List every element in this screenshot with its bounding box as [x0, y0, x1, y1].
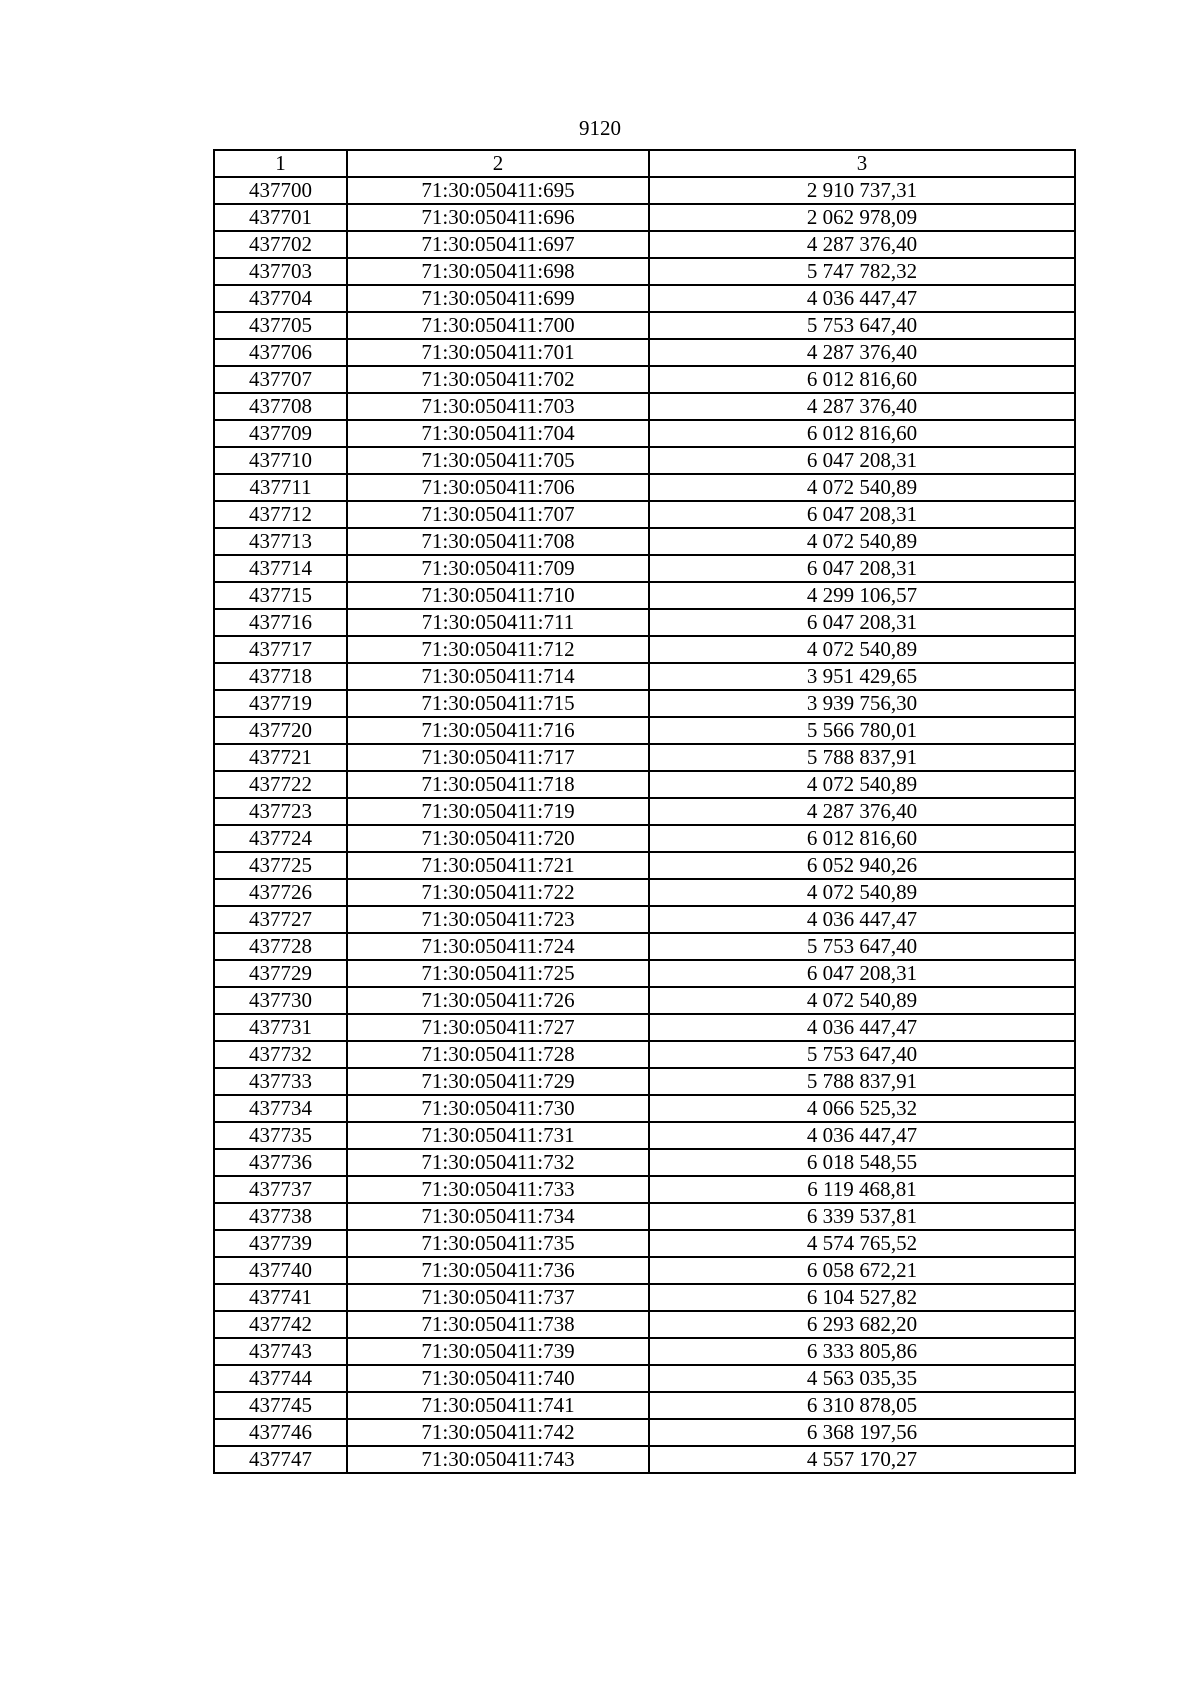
- table-row: [214, 1419, 1075, 1446]
- cadastral-number-cell: 71:30:050411:717: [347, 744, 649, 771]
- row-number-cell: 437703: [214, 258, 347, 285]
- value-cell: 6 018 548,55: [649, 1149, 1075, 1176]
- value-cell: 4 036 447,47: [649, 285, 1075, 312]
- table-row: [214, 609, 1075, 636]
- cadastral-number-cell: 71:30:050411:726: [347, 987, 649, 1014]
- cadastral-number-cell: 71:30:050411:697: [347, 231, 649, 258]
- value-cell: 4 072 540,89: [649, 987, 1075, 1014]
- value-cell: 4 287 376,40: [649, 339, 1075, 366]
- cadastral-number-cell: 71:30:050411:731: [347, 1122, 649, 1149]
- value-cell: 6 058 672,21: [649, 1257, 1075, 1284]
- row-number-cell: 437734: [214, 1095, 347, 1122]
- row-number-cell: 437730: [214, 987, 347, 1014]
- cadastral-number-cell: 71:30:050411:738: [347, 1311, 649, 1338]
- value-cell: 6 339 537,81: [649, 1203, 1075, 1230]
- cadastral-number-cell: 71:30:050411:741: [347, 1392, 649, 1419]
- cadastral-number-cell: 71:30:050411:710: [347, 582, 649, 609]
- value-cell: 4 036 447,47: [649, 1014, 1075, 1041]
- row-number-cell: 437701: [214, 204, 347, 231]
- row-number-cell: 437704: [214, 285, 347, 312]
- value-cell: 4 563 035,35: [649, 1365, 1075, 1392]
- data-table: [213, 149, 1076, 1474]
- row-number-cell: 437721: [214, 744, 347, 771]
- table-row: [214, 1068, 1075, 1095]
- cadastral-number-cell: 71:30:050411:720: [347, 825, 649, 852]
- row-number-cell: 437702: [214, 231, 347, 258]
- value-cell: 4 036 447,47: [649, 1122, 1075, 1149]
- cadastral-number-cell: 71:30:050411:703: [347, 393, 649, 420]
- table-row: [214, 447, 1075, 474]
- cadastral-number-cell: 71:30:050411:701: [347, 339, 649, 366]
- cadastral-number-cell: 71:30:050411:727: [347, 1014, 649, 1041]
- header-row: [214, 150, 1075, 177]
- cadastral-number-cell: 71:30:050411:721: [347, 852, 649, 879]
- row-number-cell: 437715: [214, 582, 347, 609]
- cadastral-number-cell: 71:30:050411:695: [347, 177, 649, 204]
- value-cell: 6 293 682,20: [649, 1311, 1075, 1338]
- row-number-cell: 437727: [214, 906, 347, 933]
- value-cell: 5 753 647,40: [649, 1041, 1075, 1068]
- value-cell: 4 299 106,57: [649, 582, 1075, 609]
- value-cell: 6 047 208,31: [649, 609, 1075, 636]
- table-row: [214, 879, 1075, 906]
- cadastral-number-cell: 71:30:050411:712: [347, 636, 649, 663]
- cadastral-number-cell: 71:30:050411:736: [347, 1257, 649, 1284]
- cadastral-number-cell: 71:30:050411:742: [347, 1419, 649, 1446]
- table-row: [214, 663, 1075, 690]
- value-cell: 6 012 816,60: [649, 420, 1075, 447]
- cadastral-number-cell: 71:30:050411:733: [347, 1176, 649, 1203]
- table-row: [214, 1284, 1075, 1311]
- value-cell: 5 788 837,91: [649, 1068, 1075, 1095]
- row-number-cell: 437744: [214, 1365, 347, 1392]
- table-row: [214, 960, 1075, 987]
- row-number-cell: 437738: [214, 1203, 347, 1230]
- cadastral-number-cell: 71:30:050411:728: [347, 1041, 649, 1068]
- row-number-cell: 437714: [214, 555, 347, 582]
- value-cell: 6 368 197,56: [649, 1419, 1075, 1446]
- table-row: [214, 933, 1075, 960]
- cadastral-number-cell: 71:30:050411:719: [347, 798, 649, 825]
- cadastral-number-cell: 71:30:050411:715: [347, 690, 649, 717]
- value-cell: 6 047 208,31: [649, 501, 1075, 528]
- row-number-cell: 437717: [214, 636, 347, 663]
- value-cell: 6 012 816,60: [649, 825, 1075, 852]
- row-number-cell: 437731: [214, 1014, 347, 1041]
- row-number-cell: 437723: [214, 798, 347, 825]
- table-row: [214, 528, 1075, 555]
- row-number-cell: 437706: [214, 339, 347, 366]
- table-row: [214, 636, 1075, 663]
- table-row: [214, 690, 1075, 717]
- cadastral-number-cell: 71:30:050411:705: [347, 447, 649, 474]
- row-number-cell: 437726: [214, 879, 347, 906]
- table-row: [214, 204, 1075, 231]
- cadastral-number-cell: 71:30:050411:724: [347, 933, 649, 960]
- cadastral-number-cell: 71:30:050411:722: [347, 879, 649, 906]
- value-cell: 4 072 540,89: [649, 879, 1075, 906]
- cadastral-number-cell: 71:30:050411:740: [347, 1365, 649, 1392]
- value-cell: 5 566 780,01: [649, 717, 1075, 744]
- table-row: [214, 1095, 1075, 1122]
- row-number-cell: 437700: [214, 177, 347, 204]
- cadastral-number-cell: 71:30:050411:735: [347, 1230, 649, 1257]
- value-cell: 4 072 540,89: [649, 636, 1075, 663]
- cadastral-number-cell: 71:30:050411:718: [347, 771, 649, 798]
- value-cell: 6 052 940,26: [649, 852, 1075, 879]
- table-row: [214, 771, 1075, 798]
- value-cell: 4 072 540,89: [649, 474, 1075, 501]
- table-row: [214, 852, 1075, 879]
- table-row: [214, 987, 1075, 1014]
- value-cell: 4 287 376,40: [649, 231, 1075, 258]
- table-row: [214, 1122, 1075, 1149]
- row-number-cell: 437724: [214, 825, 347, 852]
- cadastral-number-cell: 71:30:050411:711: [347, 609, 649, 636]
- row-number-cell: 437705: [214, 312, 347, 339]
- table-row: [214, 312, 1075, 339]
- value-cell: 4 072 540,89: [649, 528, 1075, 555]
- table-row: [214, 177, 1075, 204]
- cadastral-number-cell: 71:30:050411:737: [347, 1284, 649, 1311]
- row-number-cell: 437735: [214, 1122, 347, 1149]
- cadastral-number-cell: 71:30:050411:739: [347, 1338, 649, 1365]
- row-number-cell: 437713: [214, 528, 347, 555]
- row-number-cell: 437725: [214, 852, 347, 879]
- value-cell: 6 047 208,31: [649, 555, 1075, 582]
- table-body: [214, 177, 1075, 1473]
- value-cell: 6 119 468,81: [649, 1176, 1075, 1203]
- row-number-cell: 437742: [214, 1311, 347, 1338]
- row-number-cell: 437741: [214, 1284, 347, 1311]
- cadastral-number-cell: 71:30:050411:702: [347, 366, 649, 393]
- value-cell: 3 951 429,65: [649, 663, 1075, 690]
- table-row: [214, 1257, 1075, 1284]
- value-cell: 5 753 647,40: [649, 933, 1075, 960]
- value-cell: 4 557 170,27: [649, 1446, 1075, 1473]
- cadastral-number-cell: 71:30:050411:708: [347, 528, 649, 555]
- table-row: [214, 555, 1075, 582]
- row-number-cell: 437707: [214, 366, 347, 393]
- row-number-cell: 437737: [214, 1176, 347, 1203]
- row-number-cell: 437745: [214, 1392, 347, 1419]
- value-cell: 3 939 756,30: [649, 690, 1075, 717]
- value-cell: 2 062 978,09: [649, 204, 1075, 231]
- column-header-1: 1: [214, 150, 347, 177]
- row-number-cell: 437722: [214, 771, 347, 798]
- table-row: [214, 1149, 1075, 1176]
- cadastral-number-cell: 71:30:050411:725: [347, 960, 649, 987]
- value-cell: 6 047 208,31: [649, 447, 1075, 474]
- value-cell: 4 287 376,40: [649, 798, 1075, 825]
- cadastral-number-cell: 71:30:050411:743: [347, 1446, 649, 1473]
- cadastral-number-cell: 71:30:050411:714: [347, 663, 649, 690]
- value-cell: 6 012 816,60: [649, 366, 1075, 393]
- cadastral-number-cell: 71:30:050411:698: [347, 258, 649, 285]
- cadastral-number-cell: 71:30:050411:696: [347, 204, 649, 231]
- cadastral-number-cell: 71:30:050411:706: [347, 474, 649, 501]
- row-number-cell: 437716: [214, 609, 347, 636]
- value-cell: 4 036 447,47: [649, 906, 1075, 933]
- row-number-cell: 437708: [214, 393, 347, 420]
- value-cell: 4 287 376,40: [649, 393, 1075, 420]
- table-row: [214, 285, 1075, 312]
- table-row: [214, 501, 1075, 528]
- table-row: [214, 474, 1075, 501]
- value-cell: 4 574 765,52: [649, 1230, 1075, 1257]
- row-number-cell: 437739: [214, 1230, 347, 1257]
- table-row: [214, 339, 1075, 366]
- row-number-cell: 437710: [214, 447, 347, 474]
- value-cell: 4 072 540,89: [649, 771, 1075, 798]
- row-number-cell: 437736: [214, 1149, 347, 1176]
- row-number-cell: 437711: [214, 474, 347, 501]
- row-number-cell: 437743: [214, 1338, 347, 1365]
- row-number-cell: 437747: [214, 1446, 347, 1473]
- table-row: [214, 1041, 1075, 1068]
- table-row: [214, 582, 1075, 609]
- column-header-3: 3: [649, 150, 1075, 177]
- value-cell: 5 753 647,40: [649, 312, 1075, 339]
- table-row: [214, 1392, 1075, 1419]
- column-header-2: 2: [347, 150, 649, 177]
- row-number-cell: 437719: [214, 690, 347, 717]
- cadastral-number-cell: 71:30:050411:699: [347, 285, 649, 312]
- table-row: [214, 393, 1075, 420]
- value-cell: 5 747 782,32: [649, 258, 1075, 285]
- table-row: [214, 1446, 1075, 1473]
- row-number-cell: 437733: [214, 1068, 347, 1095]
- row-number-cell: 437740: [214, 1257, 347, 1284]
- value-cell: 6 104 527,82: [649, 1284, 1075, 1311]
- table-row: [214, 1365, 1075, 1392]
- cadastral-number-cell: 71:30:050411:730: [347, 1095, 649, 1122]
- row-number-cell: 437746: [214, 1419, 347, 1446]
- table-row: [214, 825, 1075, 852]
- value-cell: 4 066 525,32: [649, 1095, 1075, 1122]
- row-number-cell: 437729: [214, 960, 347, 987]
- value-cell: 6 310 878,05: [649, 1392, 1075, 1419]
- row-number-cell: 437732: [214, 1041, 347, 1068]
- table-row: [214, 744, 1075, 771]
- table-row: [214, 1338, 1075, 1365]
- value-cell: 5 788 837,91: [649, 744, 1075, 771]
- cadastral-number-cell: 71:30:050411:709: [347, 555, 649, 582]
- row-number-cell: 437712: [214, 501, 347, 528]
- value-cell: 6 047 208,31: [649, 960, 1075, 987]
- row-number-cell: 437728: [214, 933, 347, 960]
- cadastral-number-cell: 71:30:050411:723: [347, 906, 649, 933]
- row-number-cell: 437720: [214, 717, 347, 744]
- table-row: [214, 1203, 1075, 1230]
- row-number-cell: 437709: [214, 420, 347, 447]
- table-row: [214, 798, 1075, 825]
- cadastral-number-cell: 71:30:050411:729: [347, 1068, 649, 1095]
- cadastral-number-cell: 71:30:050411:716: [347, 717, 649, 744]
- cadastral-number-cell: 71:30:050411:732: [347, 1149, 649, 1176]
- table-row: [214, 366, 1075, 393]
- table-row: [214, 258, 1075, 285]
- table-row: [214, 1311, 1075, 1338]
- value-cell: 6 333 805,86: [649, 1338, 1075, 1365]
- value-cell: 2 910 737,31: [649, 177, 1075, 204]
- cadastral-number-cell: 71:30:050411:704: [347, 420, 649, 447]
- table-row: [214, 717, 1075, 744]
- table-row: [214, 420, 1075, 447]
- cadastral-number-cell: 71:30:050411:734: [347, 1203, 649, 1230]
- row-number-cell: 437718: [214, 663, 347, 690]
- table-row: [214, 1176, 1075, 1203]
- page-number: 9120: [579, 116, 621, 140]
- table-row: [214, 1014, 1075, 1041]
- table-row: [214, 1230, 1075, 1257]
- cadastral-number-cell: 71:30:050411:700: [347, 312, 649, 339]
- table-row: [214, 231, 1075, 258]
- table-row: [214, 906, 1075, 933]
- cadastral-number-cell: 71:30:050411:707: [347, 501, 649, 528]
